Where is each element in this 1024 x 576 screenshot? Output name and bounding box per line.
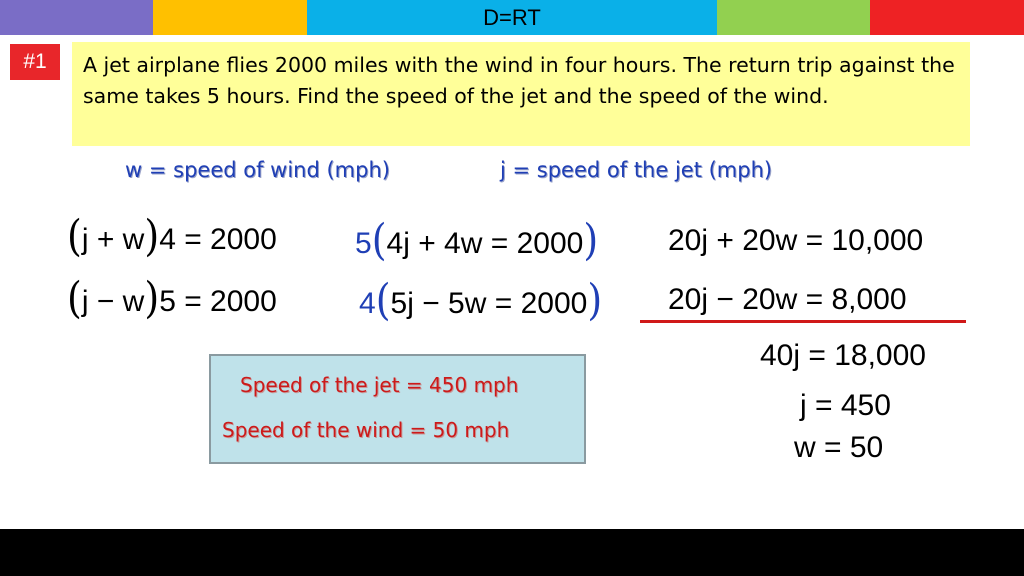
expanded-equation-1: 20j + 20w = 10,000 xyxy=(668,224,924,257)
problem-number-badge: #1 xyxy=(10,44,60,80)
stripe-yellow xyxy=(153,0,307,35)
equation-rest: 5 = 2000 xyxy=(159,285,277,318)
equation-with-wind xyxy=(67,211,277,261)
equation-inner: 5j − 5w = 2000 xyxy=(390,287,588,320)
equation-inner: j + w xyxy=(81,223,145,256)
equation-rest: 4 = 2000 xyxy=(159,223,277,256)
right-paren: ) xyxy=(144,211,160,261)
jet-variable-definition: j = speed of the jet (mph) xyxy=(500,158,773,182)
wind-solution: w = 50 xyxy=(794,431,884,464)
multiplier: 4 xyxy=(359,287,376,320)
stripe-purple xyxy=(0,0,153,35)
right-paren: ) xyxy=(144,273,160,323)
stripe-green xyxy=(717,0,870,35)
left-paren: ( xyxy=(67,273,82,323)
jet-solution: j = 450 xyxy=(800,389,891,422)
right-paren: ) xyxy=(587,275,603,325)
multiplier: 5 xyxy=(355,227,372,260)
equation-inner: j − w xyxy=(81,285,145,318)
scaled-equation-with-wind xyxy=(355,215,599,265)
bottom-bar xyxy=(0,529,1024,576)
stripe-red xyxy=(870,0,1024,35)
left-paren: ( xyxy=(375,275,391,325)
problem-statement: A jet airplane flies 2000 miles with the wind in four hours. The return trip against the same takes 5 hours. Find the speed of the jet and the speed of the wind. xyxy=(72,42,970,146)
left-paren: ( xyxy=(371,215,387,265)
slide-title: D=RT xyxy=(483,4,541,30)
scaled-equation-against-wind xyxy=(359,275,603,325)
equation-against-wind xyxy=(67,273,277,323)
expanded-equation-2: 20j − 20w = 8,000 xyxy=(668,283,907,316)
jet-speed-answer: Speed of the jet = 450 mph xyxy=(240,373,519,397)
wind-variable-definition: w = speed of wind (mph) xyxy=(125,158,390,182)
sum-equation: 40j = 18,000 xyxy=(760,339,926,372)
left-paren: ( xyxy=(67,211,82,261)
wind-speed-answer: Speed of the wind = 50 mph xyxy=(222,418,510,442)
equation-inner: 4j + 4w = 2000 xyxy=(386,227,584,260)
right-paren: ) xyxy=(583,215,599,265)
answer-box xyxy=(209,354,586,464)
sum-divider-line xyxy=(640,320,966,323)
